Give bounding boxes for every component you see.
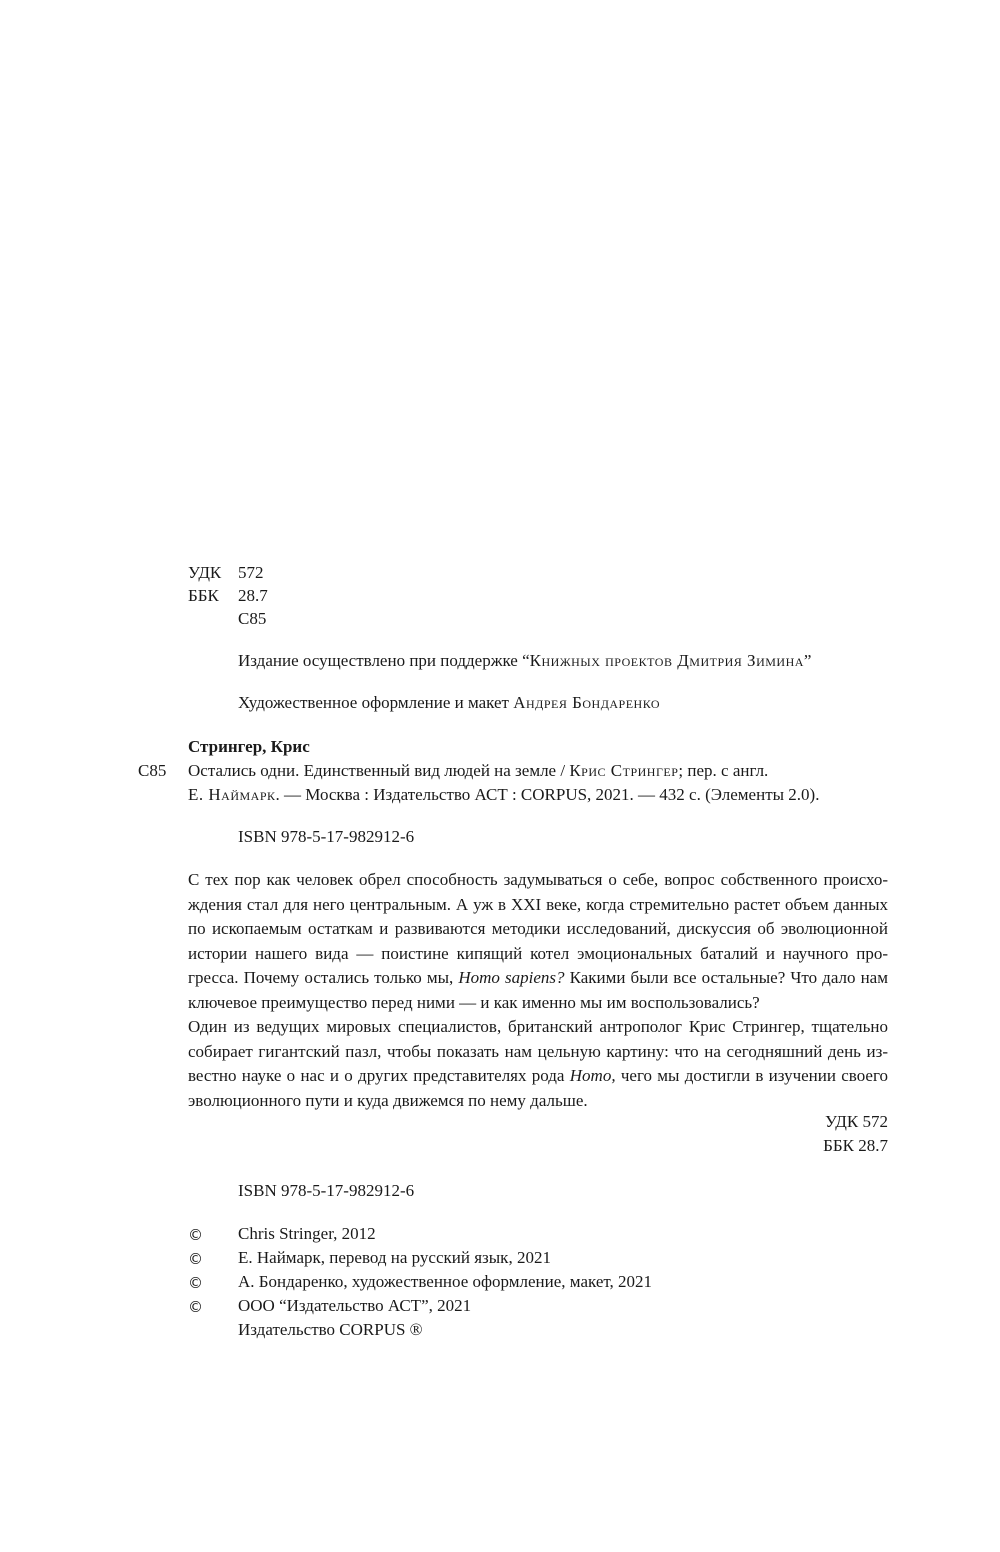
copyright-item: Е. Наймарк, перевод на русский язык, 2021 <box>238 1248 551 1267</box>
isbn-bottom: ISBN 978-5-17-982912-6 <box>238 1181 415 1200</box>
bbk-right: ББК 28.7 <box>823 1136 888 1155</box>
annotation-line <box>188 966 888 991</box>
udk-value: 572 <box>238 563 264 582</box>
design-note-prefix: Художественное оформление и макет <box>238 693 514 712</box>
annotation-text: вестно науке о нас и о других представителях рода <box>188 1066 570 1085</box>
annotation-line: ключевое преимущество перед ними — и как именно мы им воспользовались? <box>188 992 760 1012</box>
bib-author: Крис Стрингер <box>569 761 679 780</box>
support-note-suffix: ” <box>803 651 812 670</box>
support-note-prefix: Издание осуществлено при поддержке “ <box>238 651 530 670</box>
annotation-line <box>188 1064 888 1089</box>
annotation <box>188 868 888 1113</box>
bib-author-mark: С85 <box>138 761 167 780</box>
author-mark: С85 <box>238 609 267 628</box>
design-note <box>238 691 660 715</box>
support-note <box>238 649 811 673</box>
support-note-name: Книжных проектов Дмитрия Зимина <box>529 651 804 670</box>
copyright-icon: © <box>188 1226 203 1244</box>
copyright-item: А. Бондаренко, художественное оформление, макет, 2021 <box>238 1272 653 1291</box>
annotation-line: С тех пор как человек обрел способность задумываться о себе, вопрос собственного происхо- <box>188 870 888 889</box>
annotation-line: эволюционного пути и куда движемся по нему дальше. <box>188 1090 588 1110</box>
annotation-text: Какими были все остальные? Что дало нам <box>564 968 888 987</box>
imprint: Издательство CORPUS ® <box>238 1320 423 1339</box>
copyright-item: ООО “Издательство АСТ”, 2021 <box>238 1296 472 1315</box>
bib-title-line <box>188 759 768 783</box>
copyright-icon: © <box>188 1298 203 1316</box>
annotation-line: истории нашего вида — поистине кипящий котел эмоциональных баталий и научного про- <box>188 943 888 963</box>
udk-right: УДК 572 <box>824 1112 888 1131</box>
annotation-line: Один из ведущих мировых специалистов, британский антрополог Крис Стрингер, тщательно <box>188 1017 888 1036</box>
design-note-name: Андрея Бондаренко <box>513 693 661 712</box>
annotation-italic: Homo, <box>569 1066 616 1085</box>
annotation-line: по ископаемым остаткам и развиваются методики исследований, дискуссия об эволюционной <box>188 919 888 938</box>
bib-publisher: . — Москва : Издательство АСТ : CORPUS, 2021. — 432 с. (Элементы 2.0). <box>275 785 820 804</box>
copyright-item: Chris Stringer, 2012 <box>238 1224 376 1243</box>
udk-label: УДК <box>188 563 222 582</box>
bib-title: Остались одни. Единственный вид людей на земле / <box>188 761 570 780</box>
annotation-line: собирает гигантский пазл, чтобы показать нам цельную картину: что на сегодняшний день из- <box>188 1041 888 1061</box>
bbk-label: ББК <box>188 586 219 605</box>
annotation-text: чего мы достигли в изучении своего <box>615 1066 888 1085</box>
annotation-italic: Homo sapiens? <box>458 968 565 987</box>
author-heading: Стрингер, Крис <box>188 737 310 756</box>
copyright-icon: © <box>188 1250 203 1268</box>
copyright-icon: © <box>188 1274 203 1292</box>
bib-publisher-line <box>188 783 819 807</box>
annotation-line: ждения стал для него центральным. А уж в XXI веке, когда стремительно растет объем данных <box>188 894 888 914</box>
isbn-top: ISBN 978-5-17-982912-6 <box>238 827 415 846</box>
bbk-value: 28.7 <box>238 586 268 605</box>
annotation-text: гресса. Почему остались только мы, <box>188 968 459 987</box>
bib-translation-note: ; пер. с англ. <box>678 761 769 780</box>
bib-translator: Е. Наймарк <box>188 785 276 804</box>
